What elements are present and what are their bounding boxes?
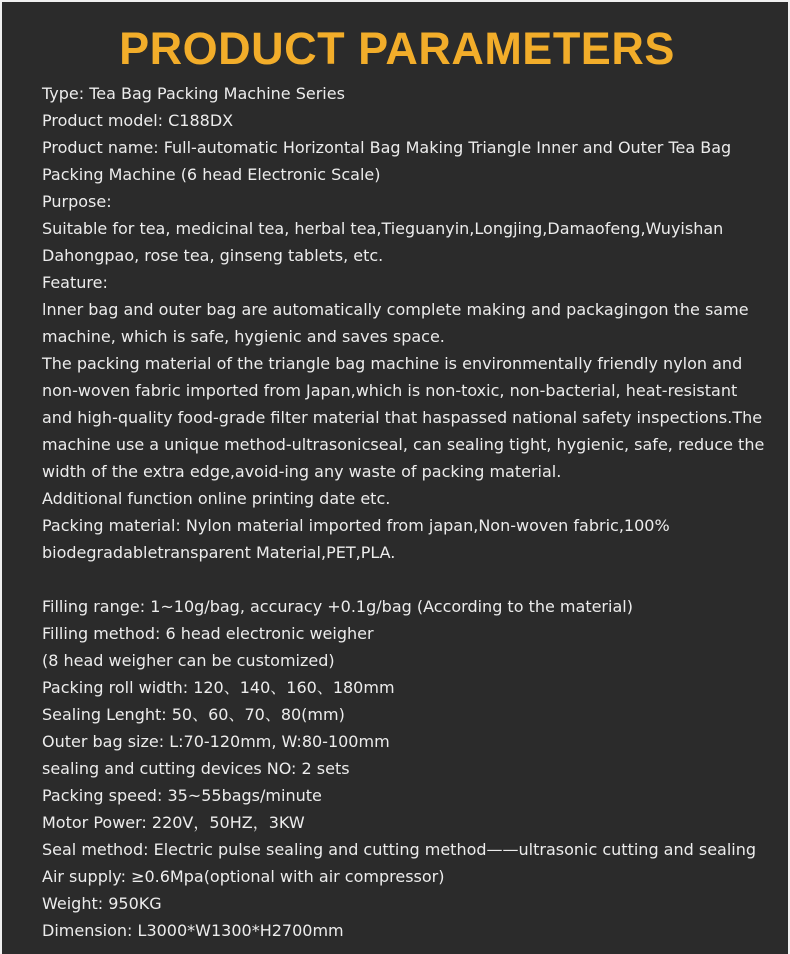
spec-packing-speed: Packing speed: 35~55bags/minute	[42, 786, 322, 805]
feature-line-5: and high-quality food-grade filter material that haspassed national safety inspections.The	[42, 408, 763, 427]
type-line: Type: Tea Bag Packing Machine Series	[42, 84, 345, 103]
product-name-line-2: Packing Machine (6 head Electronic Scale)	[42, 165, 381, 184]
packing-material-line-1: Packing material: Nylon material imported from japan,Non-woven fabric,100%	[42, 516, 670, 535]
packing-material-line-2: biodegradabletransparent Material,PET,PLA.	[42, 543, 396, 562]
feature-line-2: machine, which is safe, hygienic and saves space.	[42, 327, 445, 346]
feature-line-7: width of the extra edge,avoid-ing any waste of packing material.	[42, 462, 562, 481]
spec-seal-method: Seal method: Electric pulse sealing and cutting method——ultrasonic cutting and sealing	[42, 840, 757, 859]
model-line: Product model: C188DX	[42, 111, 234, 130]
purpose-heading: Purpose:	[42, 192, 112, 211]
product-name-line-1: Product name: Full-automatic Horizontal Bag Making Triangle Inner and Outer Tea Bag	[42, 138, 732, 157]
spec-filling-range: Filling range: 1~10g/bag, accuracy +0.1g/bag (According to the material)	[42, 597, 633, 616]
spec-weight: Weight: 950KG	[42, 894, 162, 913]
feature-line-3: The packing material of the triangle bag machine is environmentally friendly nylon and	[42, 354, 743, 373]
spec-roll-width: Packing roll width: 120、140、160、180mm	[42, 678, 395, 697]
feature-line-4: non-woven fabric imported from Japan,which is non-toxic, non-bacterial, heat-resistant	[42, 381, 738, 400]
feature-line-6: machine use a unique method-ultrasonicseal, can sealing tight, hygienic, safe, reduce the	[42, 435, 765, 454]
spec-outer-bag-size: Outer bag size: L:70-120mm, W:80-100mm	[42, 732, 390, 751]
spec-filling-method: Filling method: 6 head electronic weigher	[42, 624, 374, 643]
parameters-text	[42, 80, 772, 944]
purpose-line-2: Dahongpao, rose tea, ginseng tablets, etc.	[42, 246, 384, 265]
page-title: PRODUCT PARAMETERS	[119, 23, 675, 74]
section-spacer	[42, 566, 772, 593]
spec-sealing-devices: sealing and cutting devices NO: 2 sets	[42, 759, 350, 778]
feature-line-1: lnner bag and outer bag are automatically complete making and packagingon the same	[42, 300, 749, 319]
spec-filling-method-note: (8 head weigher can be customized)	[42, 651, 335, 670]
spec-dimension: Dimension: L3000*W1300*H2700mm	[42, 921, 344, 940]
purpose-line-1: Suitable for tea, medicinal tea, herbal tea,Tieguanyin,Longjing,Damaofeng,Wuyishan	[42, 219, 724, 238]
spec-air-supply: Air supply: ≥0.6Mpa(optional with air compressor)	[42, 867, 445, 886]
spec-motor-power: Motor Power: 220V，50HZ，3KW	[42, 813, 305, 832]
spec-sealing-length: Sealing Lenght: 50、60、70、80(mm)	[42, 705, 345, 724]
feature-heading: Feature:	[42, 273, 108, 292]
additional-function-line: Additional function online printing date etc.	[42, 489, 391, 508]
